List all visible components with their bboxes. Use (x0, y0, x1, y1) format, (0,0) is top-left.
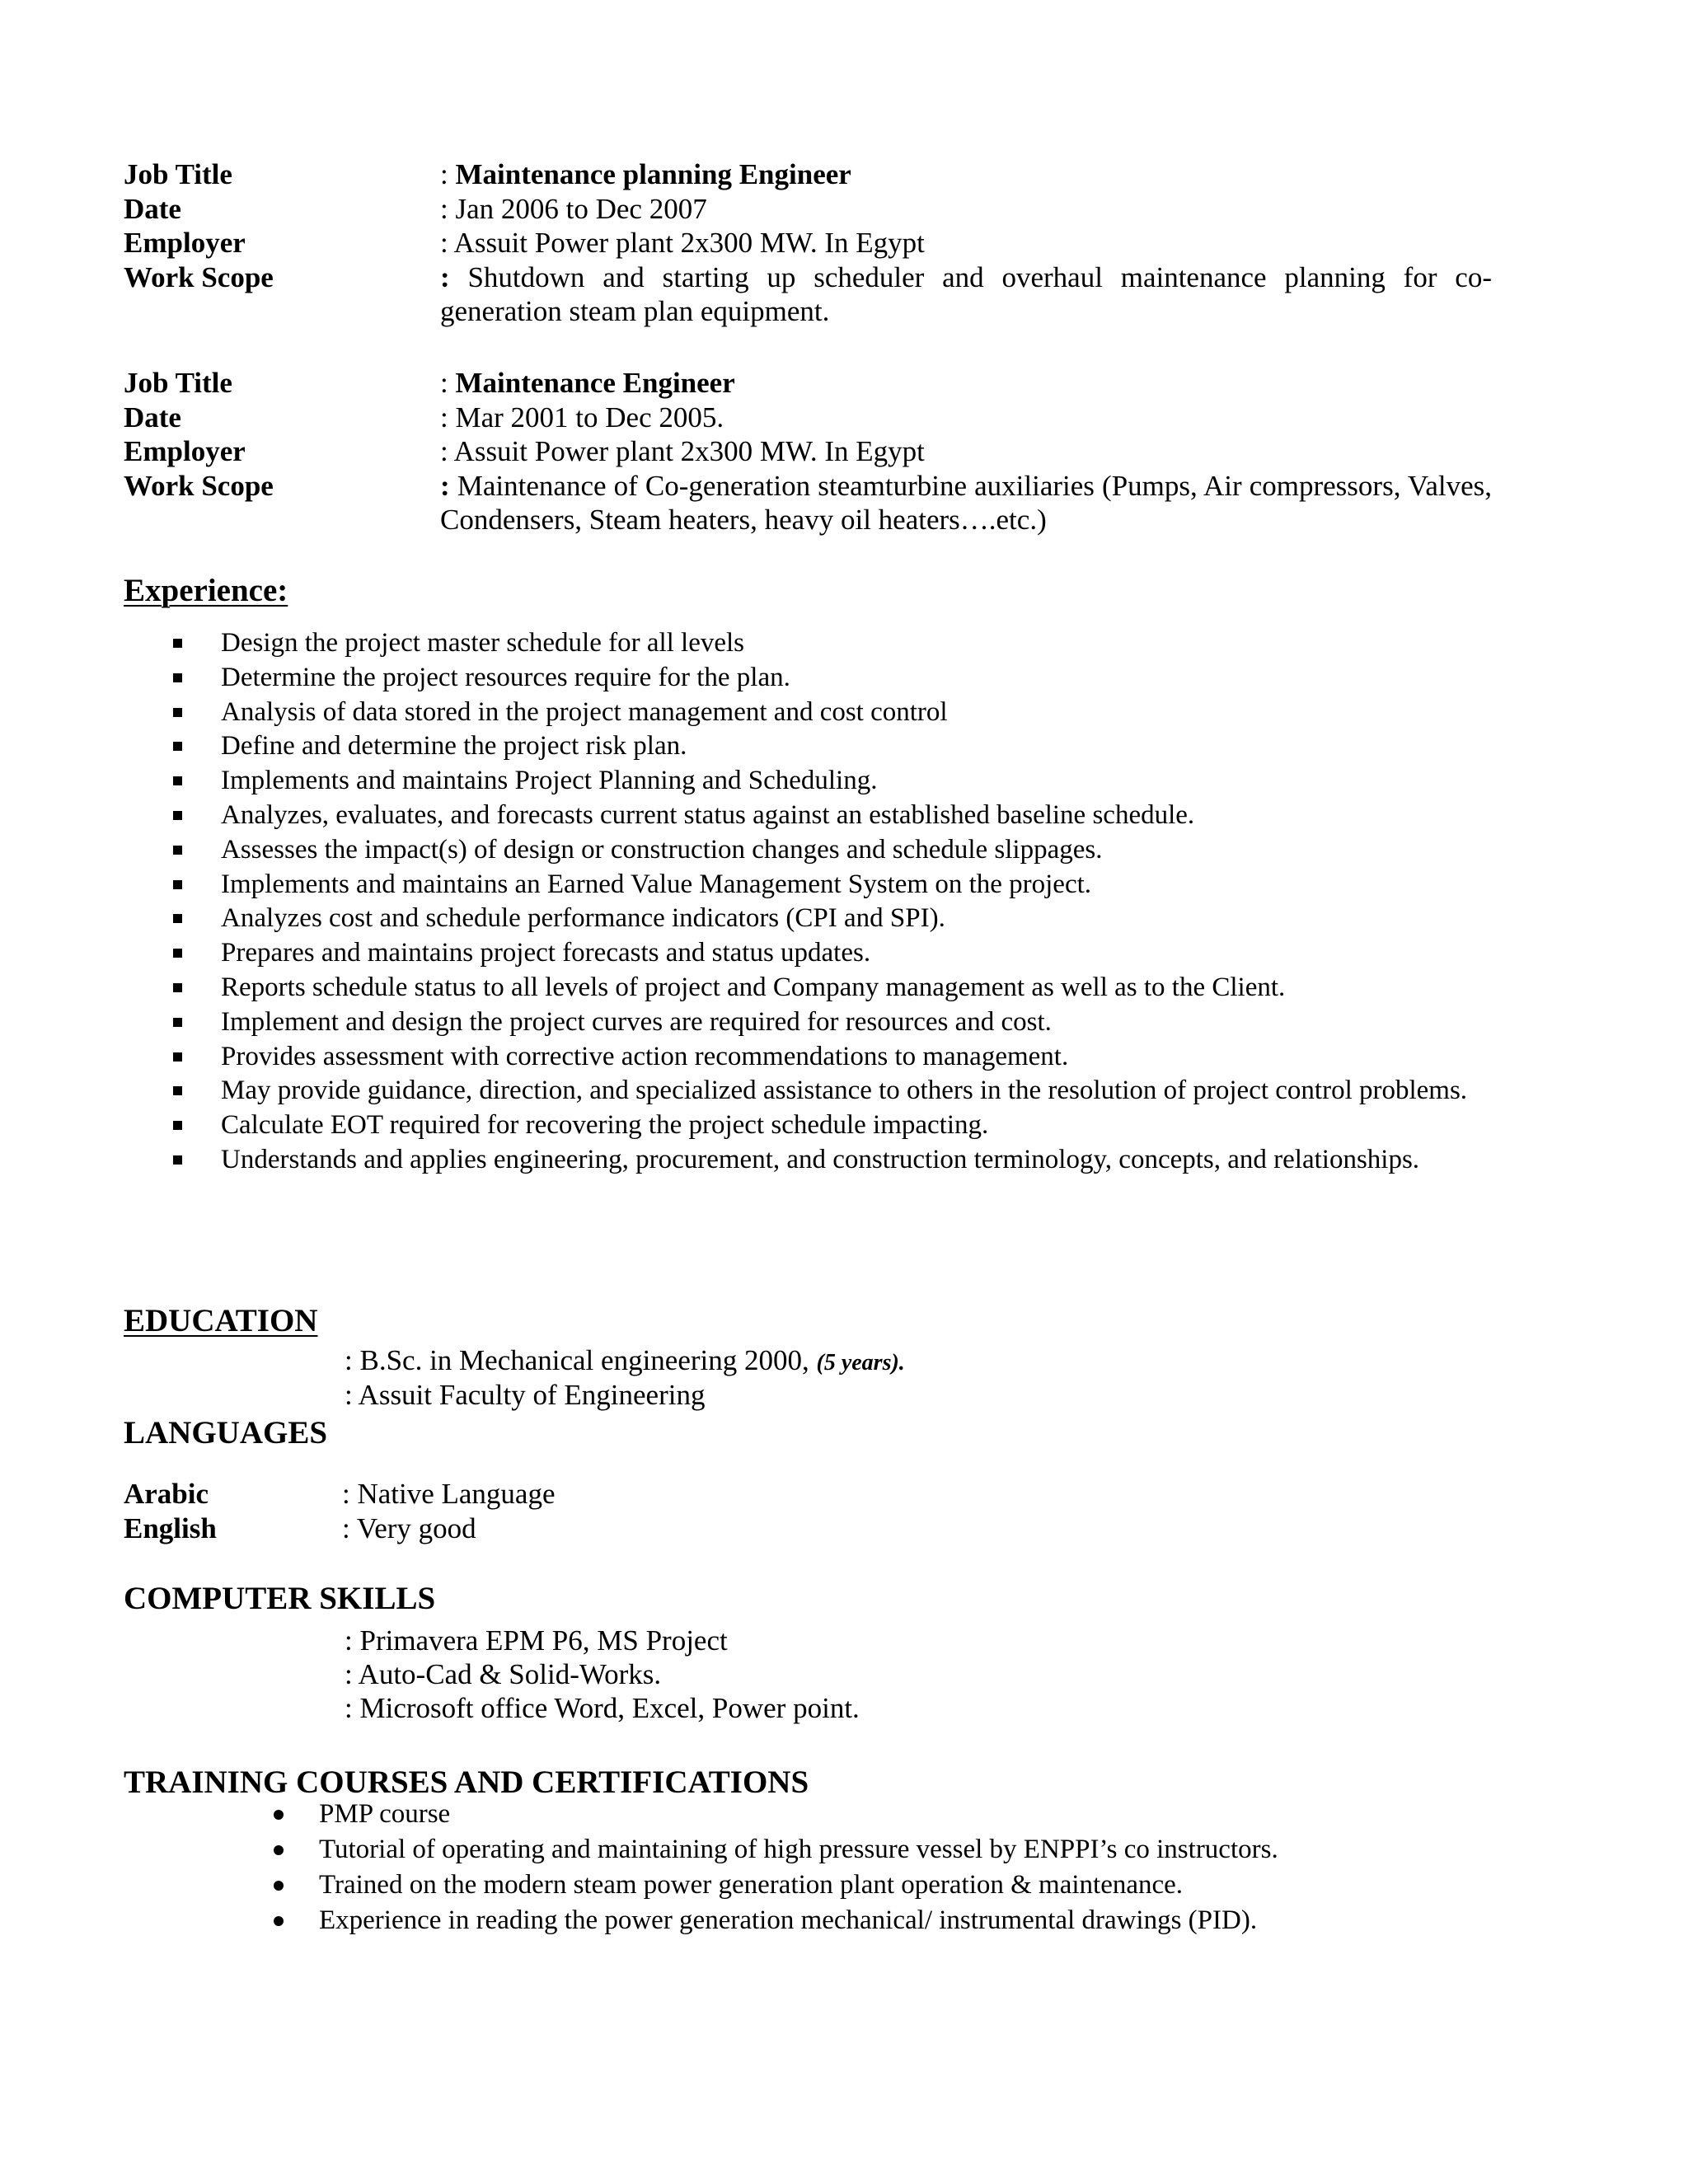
job-title-label: Job Title (124, 158, 232, 190)
round-bullet-icon (264, 1797, 319, 1832)
work-scope-value: : Shutdown and starting up scheduler and overhaul maintenance planning for co-generation steam plan equipment. (440, 260, 1492, 327)
job-title-value: : Maintenance planning Engineer (440, 158, 851, 190)
education-degree: : B.Sc. in Mechanical engineering 2000, (5 years). (345, 1344, 905, 1376)
language-row (124, 1511, 948, 1546)
job-title-label: Job Title (124, 367, 232, 399)
list-item: Experience in reading the power generation mechanical/ instrumental drawings (PID). (264, 1903, 1500, 1938)
list-item: Define and determine the project risk plan. (124, 729, 1492, 764)
work-scope-label: Work Scope (124, 260, 274, 293)
training-heading: TRAINING COURSES AND CERTIFICATIONS (124, 1765, 809, 1800)
list-item: Implements and maintains Project Planning and Scheduling. (124, 764, 1492, 799)
square-bullet-icon (124, 626, 221, 661)
list-item: Analysis of data stored in the project management and cost control (124, 696, 1492, 730)
date-label: Date (124, 401, 181, 434)
list-item: Calculate EOT required for recovering the project schedule impacting. (124, 1108, 1492, 1143)
education-duration: (5 years). (816, 1350, 905, 1376)
square-bullet-icon (124, 1005, 221, 1040)
list-item: Implements and maintains an Earned Value Management System on the project. (124, 868, 1492, 902)
date-value: : Jan 2006 to Dec 2007 (440, 192, 707, 225)
education-faculty: : Assuit Faculty of Engineering (345, 1379, 706, 1411)
list-item: Trained on the modern steam power generation plant operation & maintenance. (264, 1868, 1500, 1903)
education-heading: EDUCATION (124, 1303, 318, 1338)
list-item: Design the project master schedule for all levels (124, 626, 1492, 661)
language-level: : Native Language (342, 1478, 556, 1510)
square-bullet-icon (124, 1143, 221, 1178)
round-bullet-icon (264, 1903, 319, 1938)
experience-list (124, 626, 1492, 1178)
date-value: : Mar 2001 to Dec 2005. (440, 401, 724, 434)
computer-skill-item: : Primavera EPM P6, MS Project (345, 1624, 728, 1657)
employer-row (124, 226, 1492, 260)
list-item: Implement and design the project curves are required for resources and cost. (124, 1005, 1492, 1040)
employer-label: Employer (124, 227, 246, 259)
employer-value: : Assuit Power plant 2x300 MW. In Egypt (440, 227, 925, 259)
work-scope-value: : Maintenance of Co-generation steamturbine auxiliaries (Pumps, Air compressors, Valves, Condensers, Steam heaters, heavy oil heaters….etc.) (440, 469, 1492, 536)
square-bullet-icon (124, 1074, 221, 1108)
square-bullet-icon (124, 661, 221, 696)
work-scope-row (124, 469, 1492, 537)
languages-heading: LANGUAGES (124, 1415, 328, 1451)
square-bullet-icon (124, 902, 221, 936)
job-entry-1 (124, 157, 1492, 329)
list-item: Analyzes cost and schedule performance indicators (CPI and SPI). (124, 902, 1492, 936)
square-bullet-icon (124, 971, 221, 1005)
work-scope-row (124, 260, 1492, 329)
square-bullet-icon (124, 868, 221, 902)
date-label: Date (124, 192, 181, 225)
list-item: Reports schedule status to all levels of project and Company management as well as to the Client. (124, 971, 1492, 1005)
square-bullet-icon (124, 764, 221, 799)
computer-skill-item: : Microsoft office Word, Excel, Power point. (345, 1692, 860, 1724)
square-bullet-icon (124, 1108, 221, 1143)
square-bullet-icon (124, 1040, 221, 1075)
computer-skills-heading: COMPUTER SKILLS (124, 1581, 436, 1616)
list-item: Analyzes, evaluates, and forecasts current status against an established baseline schedule. (124, 799, 1492, 833)
employer-value: : Assuit Power plant 2x300 MW. In Egypt (440, 435, 925, 467)
list-item: Understands and applies engineering, procurement, and construction terminology, concepts, and relationships. (124, 1143, 1492, 1178)
square-bullet-icon (124, 799, 221, 833)
date-row (124, 192, 1492, 227)
language-name: English (124, 1512, 217, 1544)
language-name: Arabic (124, 1478, 209, 1510)
training-list (264, 1797, 1500, 1938)
experience-heading: Experience: (124, 573, 288, 608)
square-bullet-icon (124, 936, 221, 971)
list-item: Assesses the impact(s) of design or construction changes and schedule slippages. (124, 833, 1492, 868)
job-entry-2 (124, 366, 1492, 537)
square-bullet-icon (124, 696, 221, 730)
round-bullet-icon (264, 1832, 319, 1868)
employer-label: Employer (124, 435, 246, 467)
job-title-row (124, 157, 1492, 192)
list-item: May provide guidance, direction, and specialized assistance to others in the resolution of project control problems. (124, 1074, 1492, 1108)
list-item: Tutorial of operating and maintaining of high pressure vessel by ENPPI’s co instructors. (264, 1832, 1500, 1868)
languages-list (124, 1477, 948, 1546)
list-item: Prepares and maintains project forecasts and status updates. (124, 936, 1492, 971)
list-item: PMP course (264, 1797, 1500, 1832)
square-bullet-icon (124, 729, 221, 764)
list-item: Determine the project resources require for the plan. (124, 661, 1492, 696)
date-row (124, 401, 1492, 435)
work-scope-label: Work Scope (124, 469, 274, 502)
employer-row (124, 434, 1492, 469)
round-bullet-icon (264, 1868, 319, 1903)
job-title-value: : Maintenance Engineer (440, 367, 735, 399)
computer-skill-item: : Auto-Cad & Solid-Works. (345, 1658, 662, 1690)
job-title-row (124, 366, 1492, 401)
language-level: : Very good (342, 1512, 476, 1544)
square-bullet-icon (124, 833, 221, 868)
list-item: Provides assessment with corrective action recommendations to management. (124, 1040, 1492, 1075)
language-row (124, 1477, 948, 1511)
